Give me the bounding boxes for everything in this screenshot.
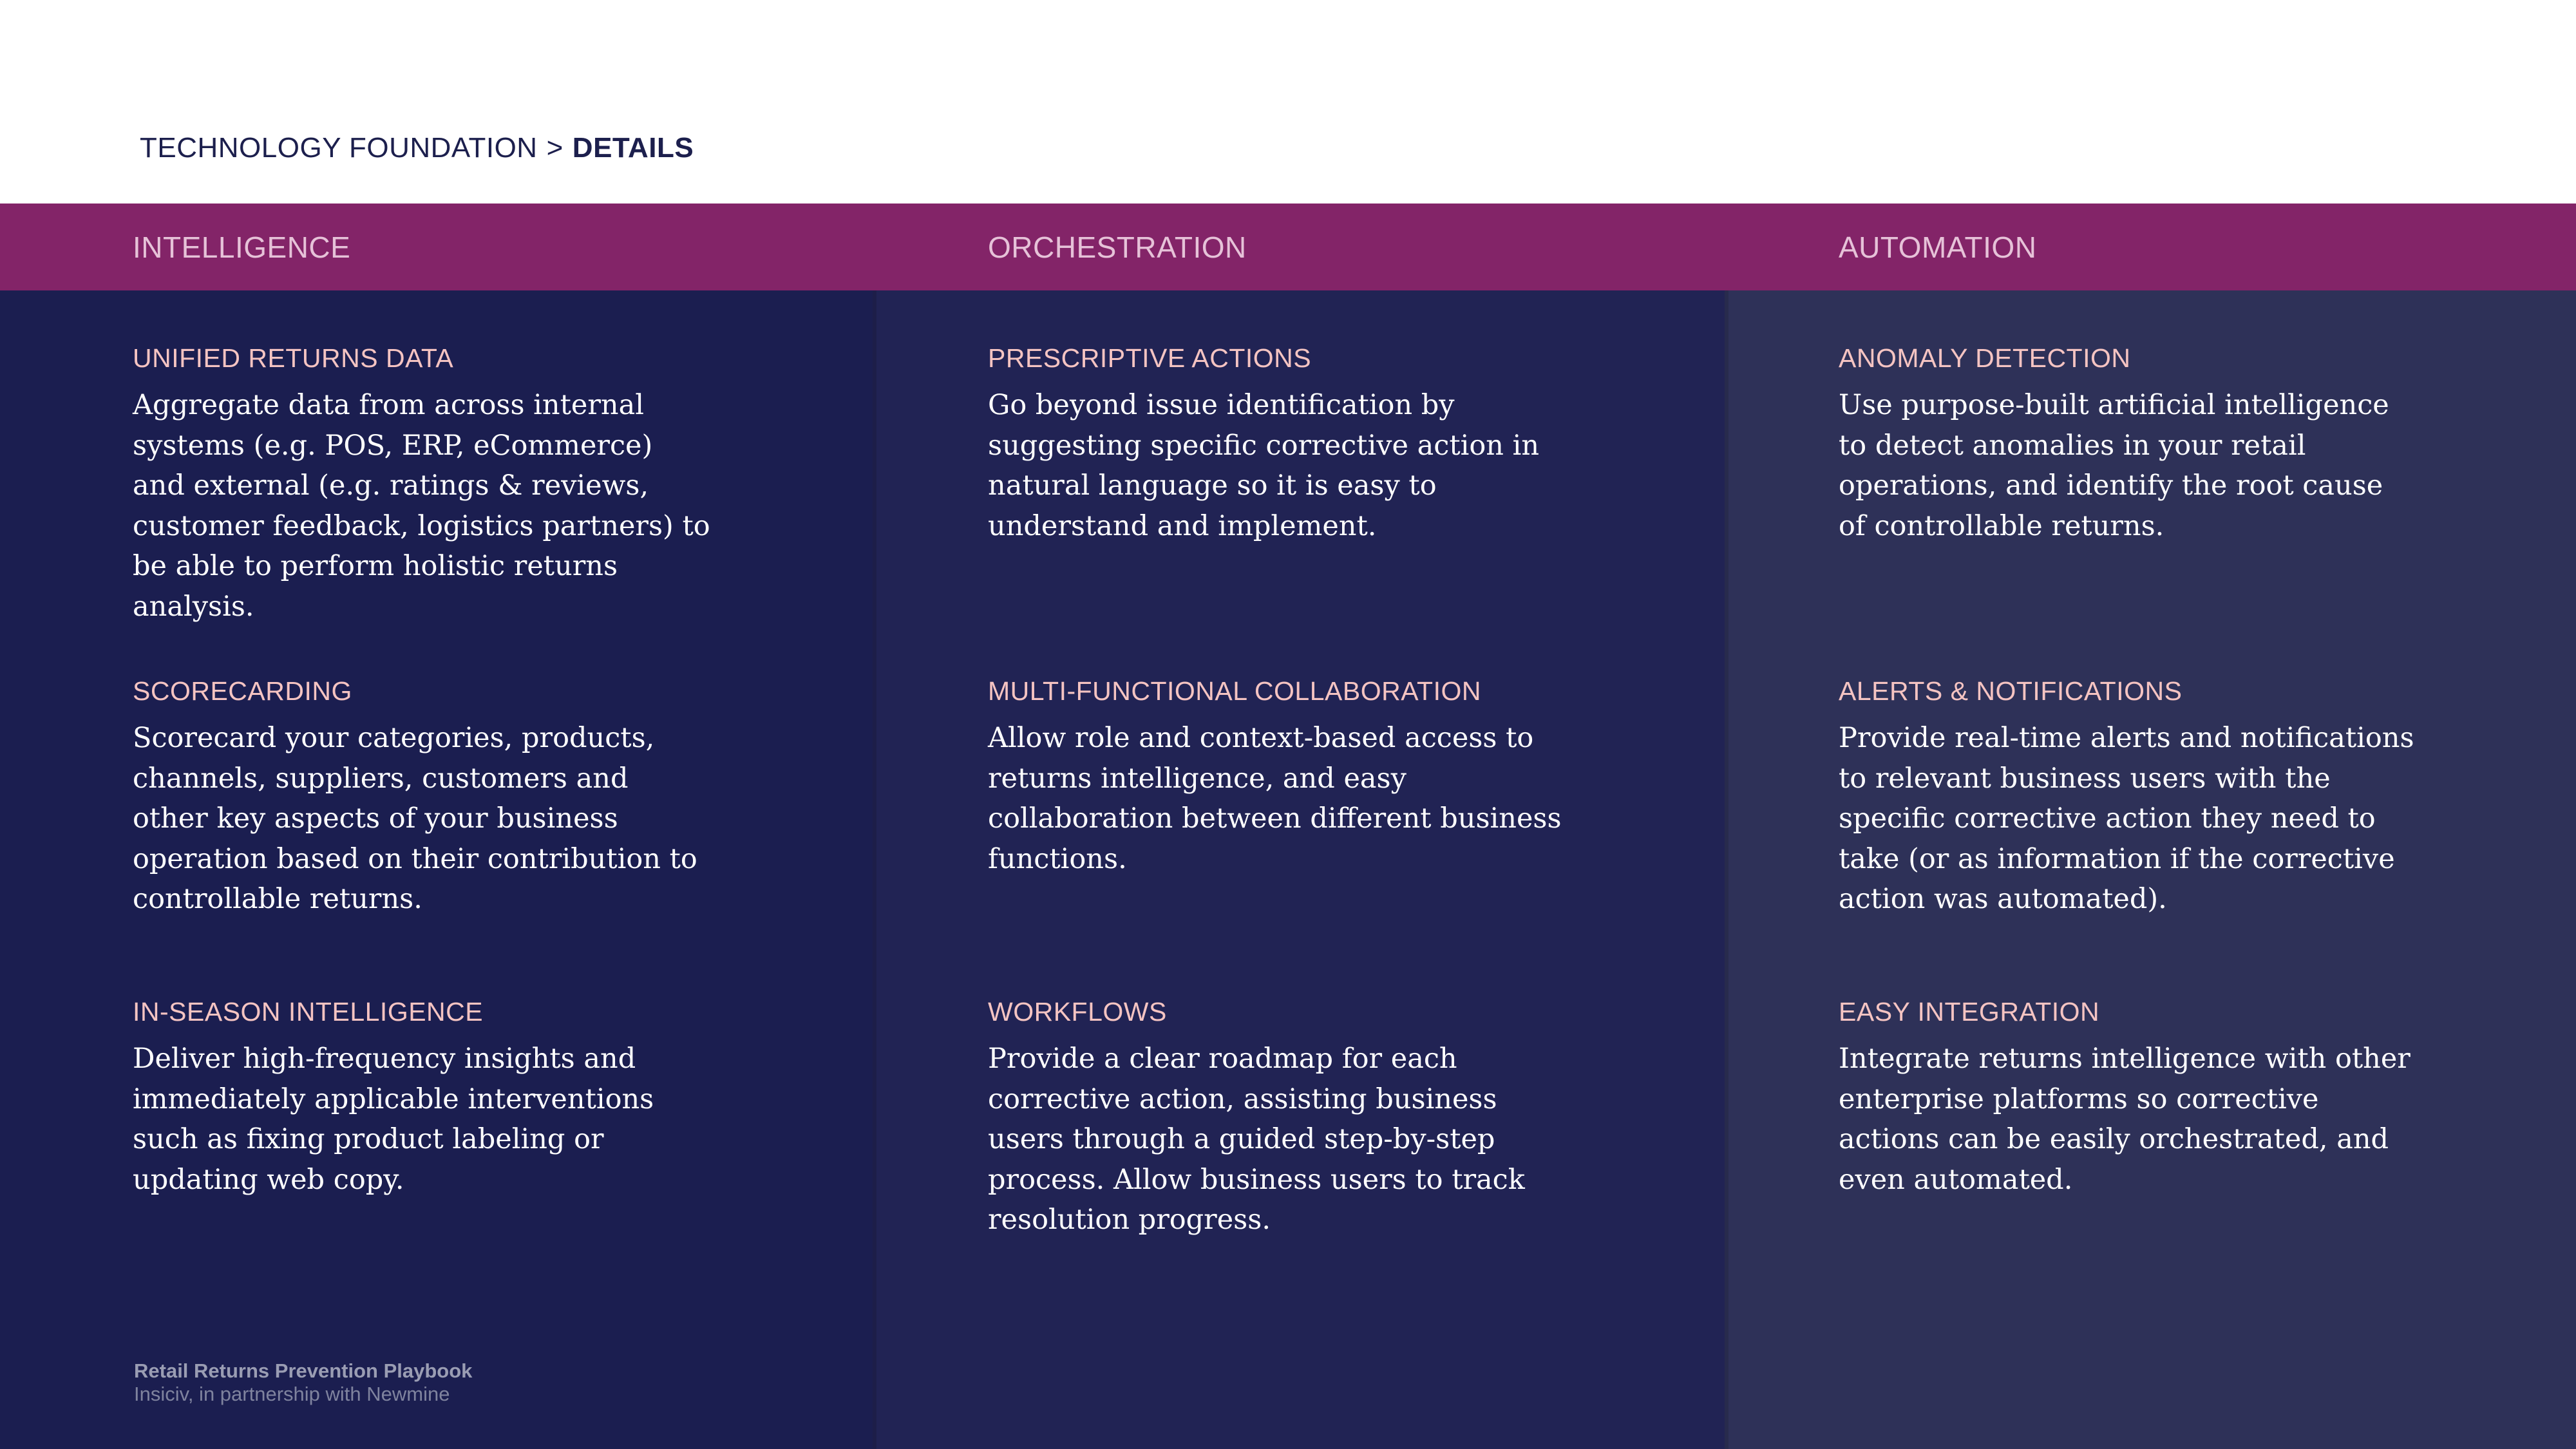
feature-description: Go beyond issue identification by suggesting specific corrective action in natural language so it is easy to understand and implement. bbox=[988, 389, 1540, 542]
feature-title: EASY INTEGRATION bbox=[1839, 997, 2100, 1027]
feature-description: Provide a clear roadmap for each corrective action, assisting business users through a guided step-by-step process. Allow business users to track resolution progress. bbox=[988, 1043, 1525, 1236]
feature-scorecarding bbox=[133, 676, 712, 920]
breadcrumb-separator: > bbox=[546, 132, 564, 164]
feature-description: Use purpose-built artificial intelligence to detect anomalies in your retail operations, and identify the root cause of controllable returns. bbox=[1839, 389, 2389, 542]
feature-multi-functional-collaboration bbox=[988, 676, 1567, 879]
column-header-orchestration: ORCHESTRATION bbox=[988, 231, 1247, 264]
feature-title: IN-SEASON INTELLIGENCE bbox=[133, 997, 484, 1027]
section-header-band bbox=[0, 204, 2576, 290]
feature-title: ANOMALY DETECTION bbox=[1839, 343, 2131, 373]
feature-title: WORKFLOWS bbox=[988, 997, 1167, 1027]
feature-title: SCORECARDING bbox=[133, 676, 352, 706]
feature-description: Deliver high-frequency insights and immediately applicable interventions such as fixing product labeling or updating web copy. bbox=[133, 1043, 654, 1196]
feature-workflows bbox=[988, 997, 1567, 1240]
feature-title: UNIFIED RETURNS DATA bbox=[133, 343, 454, 373]
feature-title: PRESCRIPTIVE ACTIONS bbox=[988, 343, 1312, 373]
footer-subtitle: Insiciv, in partnership with Newmine bbox=[134, 1383, 450, 1405]
column-header-intelligence: INTELLIGENCE bbox=[133, 231, 351, 264]
footer-title: Retail Returns Prevention Playbook bbox=[134, 1359, 473, 1382]
breadcrumb-current: DETAILS bbox=[572, 132, 694, 164]
breadcrumb-parent[interactable]: TECHNOLOGY FOUNDATION bbox=[140, 132, 538, 164]
feature-description: Allow role and context-based access to returns intelligence, and easy collaboration between different business functions. bbox=[988, 722, 1562, 875]
feature-title: MULTI-FUNCTIONAL COLLABORATION bbox=[988, 676, 1481, 706]
feature-anomaly-detection bbox=[1839, 343, 2418, 546]
feature-description: Integrate returns intelligence with other enterprise platforms so corrective actions can be easily orchestrated, and even automated. bbox=[1839, 1043, 2410, 1196]
feature-title: ALERTS & NOTIFICATIONS bbox=[1839, 676, 2183, 706]
feature-description: Scorecard your categories, products, channels, suppliers, customers and other key aspects of your business operation based on their contribution to controllable returns. bbox=[133, 722, 697, 915]
feature-in-season-intelligence bbox=[133, 997, 712, 1200]
feature-prescriptive-actions bbox=[988, 343, 1567, 546]
feature-description: Aggregate data from across internal systems (e.g. POS, ERP, eCommerce) and external (e.g. ratings & reviews, customer feedback, logistics partners) to be able to perform holistic returns analysis. bbox=[133, 389, 710, 623]
column-header-automation: AUTOMATION bbox=[1839, 231, 2037, 264]
footer bbox=[134, 1359, 472, 1406]
feature-alerts-notifications bbox=[1839, 676, 2418, 920]
feature-easy-integration bbox=[1839, 997, 2418, 1200]
feature-description: Provide real-time alerts and notifications to relevant business users with the specific corrective action they need to take (or as information if the corrective action was automated). bbox=[1839, 722, 2414, 915]
feature-unified-returns-data bbox=[133, 343, 712, 627]
breadcrumb bbox=[140, 132, 694, 164]
